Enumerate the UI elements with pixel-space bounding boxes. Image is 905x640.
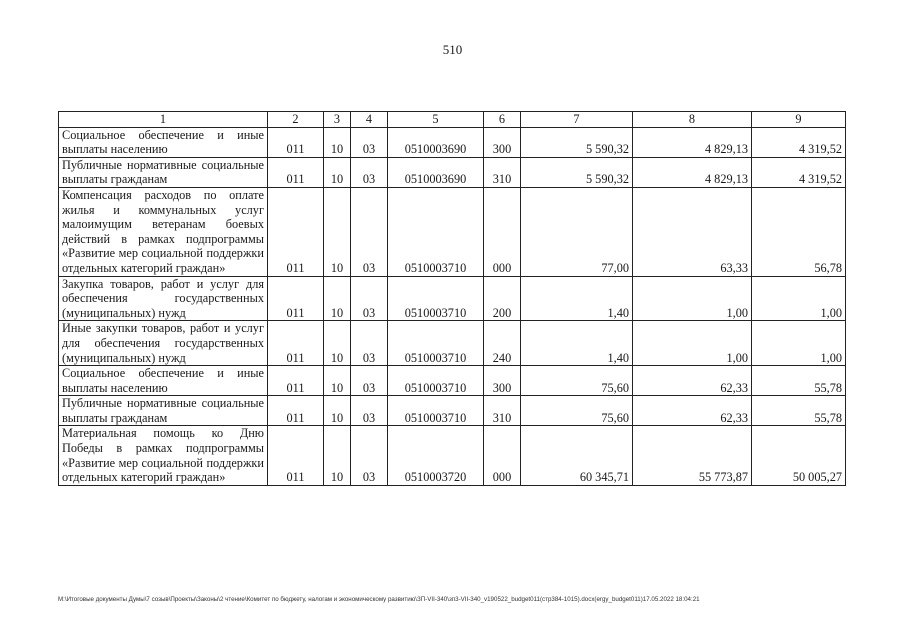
amount-col7-cell: 1,40 — [521, 276, 633, 321]
row-name-cell: Компенсация расходов по оплате жилья и коммунальных услуг малоимущим ветеранам боевых действий в рамках подпрограммы «Развитие мер социальной поддержки отдельных категорий граждан» — [59, 187, 268, 276]
expense-type-cell: 310 — [484, 157, 521, 187]
amount-col7-cell: 75,60 — [521, 396, 633, 426]
amount-col7-cell: 5 590,32 — [521, 157, 633, 187]
amount-col7-cell: 60 345,71 — [521, 426, 633, 485]
amount-col8-cell: 62,33 — [633, 366, 752, 396]
ministry-code-cell: 011 — [268, 127, 324, 157]
column-header: 4 — [351, 112, 388, 128]
table-header-row — [59, 112, 846, 128]
page-number: 510 — [442, 42, 463, 57]
column-header: 3 — [324, 112, 351, 128]
amount-col9-cell: 1,00 — [752, 276, 846, 321]
expense-type-cell: 000 — [484, 426, 521, 485]
amount-col8-cell: 1,00 — [633, 276, 752, 321]
row-name-cell: Социальное обеспечение и иные выплаты населению — [59, 127, 268, 157]
amount-col9-cell: 1,00 — [752, 321, 846, 366]
column-header: 7 — [521, 112, 633, 128]
target-article-cell: 0510003710 — [388, 187, 484, 276]
table-row — [59, 157, 846, 187]
section-cell: 10 — [324, 187, 351, 276]
table-row — [59, 187, 846, 276]
budget-table — [58, 111, 846, 486]
expense-type-cell: 300 — [484, 366, 521, 396]
subsection-cell: 03 — [351, 396, 388, 426]
subsection-cell: 03 — [351, 426, 388, 485]
ministry-code-cell: 011 — [268, 187, 324, 276]
row-name-cell: Публичные нормативные социальные выплаты гражданам — [59, 157, 268, 187]
section-cell: 10 — [324, 426, 351, 485]
subsection-cell: 03 — [351, 366, 388, 396]
amount-col9-cell: 55,78 — [752, 366, 846, 396]
expense-type-cell: 240 — [484, 321, 521, 366]
table-row — [59, 276, 846, 321]
section-cell: 10 — [324, 321, 351, 366]
ministry-code-cell: 011 — [268, 321, 324, 366]
column-header: 5 — [388, 112, 484, 128]
column-header: 1 — [59, 112, 268, 128]
section-cell: 10 — [324, 366, 351, 396]
target-article-cell: 0510003710 — [388, 366, 484, 396]
row-name-cell: Социальное обеспечение и иные выплаты населению — [59, 366, 268, 396]
ministry-code-cell: 011 — [268, 157, 324, 187]
target-article-cell: 0510003710 — [388, 396, 484, 426]
amount-col7-cell: 77,00 — [521, 187, 633, 276]
column-header: 2 — [268, 112, 324, 128]
subsection-cell: 03 — [351, 157, 388, 187]
amount-col9-cell: 55,78 — [752, 396, 846, 426]
ministry-code-cell: 011 — [268, 276, 324, 321]
row-name-cell: Материальная помощь ко Дню Победы в рамках подпрограммы «Развитие мер социальной поддержки отдельных категорий граждан» — [59, 426, 268, 485]
amount-col9-cell: 56,78 — [752, 187, 846, 276]
target-article-cell: 0510003690 — [388, 157, 484, 187]
amount-col8-cell: 4 829,13 — [633, 127, 752, 157]
section-cell: 10 — [324, 396, 351, 426]
expense-type-cell: 200 — [484, 276, 521, 321]
expense-type-cell: 310 — [484, 396, 521, 426]
section-cell: 10 — [324, 127, 351, 157]
subsection-cell: 03 — [351, 321, 388, 366]
amount-col8-cell: 62,33 — [633, 396, 752, 426]
amount-col8-cell: 4 829,13 — [633, 157, 752, 187]
amount-col7-cell: 1,40 — [521, 321, 633, 366]
row-name-cell: Иные закупки товаров, работ и услуг для обеспечения государственных (муниципальных) нужд — [59, 321, 268, 366]
amount-col7-cell: 5 590,32 — [521, 127, 633, 157]
table-row — [59, 366, 846, 396]
ministry-code-cell: 011 — [268, 396, 324, 426]
table-row — [59, 321, 846, 366]
amount-col9-cell: 4 319,52 — [752, 127, 846, 157]
row-name-cell: Закупка товаров, работ и услуг для обеспечения государственных (муниципальных) нужд — [59, 276, 268, 321]
subsection-cell: 03 — [351, 127, 388, 157]
subsection-cell: 03 — [351, 276, 388, 321]
ministry-code-cell: 011 — [268, 366, 324, 396]
file-path-footer: M:\Итоговые документы Думы\7 созыв\Проекты\Законы\2 чтение\Комитет по бюджету, налогам и экономическому развитию\ЗП-VII-340\зп3-VII-340_v190522_budget011(стр384-1015).docx(ergy_budget011)17.05.2022 18:04:21 — [58, 596, 700, 603]
amount-col8-cell: 1,00 — [633, 321, 752, 366]
amount-col8-cell: 55 773,87 — [633, 426, 752, 485]
target-article-cell: 0510003710 — [388, 276, 484, 321]
row-name-cell: Публичные нормативные социальные выплаты гражданам — [59, 396, 268, 426]
expense-type-cell: 000 — [484, 187, 521, 276]
table-row — [59, 127, 846, 157]
section-cell: 10 — [324, 157, 351, 187]
column-header: 6 — [484, 112, 521, 128]
ministry-code-cell: 011 — [268, 426, 324, 485]
column-header: 9 — [752, 112, 846, 128]
amount-col9-cell: 4 319,52 — [752, 157, 846, 187]
expense-type-cell: 300 — [484, 127, 521, 157]
subsection-cell: 03 — [351, 187, 388, 276]
target-article-cell: 0510003690 — [388, 127, 484, 157]
amount-col9-cell: 50 005,27 — [752, 426, 846, 485]
target-article-cell: 0510003710 — [388, 321, 484, 366]
amount-col8-cell: 63,33 — [633, 187, 752, 276]
table-row — [59, 426, 846, 485]
target-article-cell: 0510003720 — [388, 426, 484, 485]
table-row — [59, 396, 846, 426]
column-header: 8 — [633, 112, 752, 128]
amount-col7-cell: 75,60 — [521, 366, 633, 396]
section-cell: 10 — [324, 276, 351, 321]
